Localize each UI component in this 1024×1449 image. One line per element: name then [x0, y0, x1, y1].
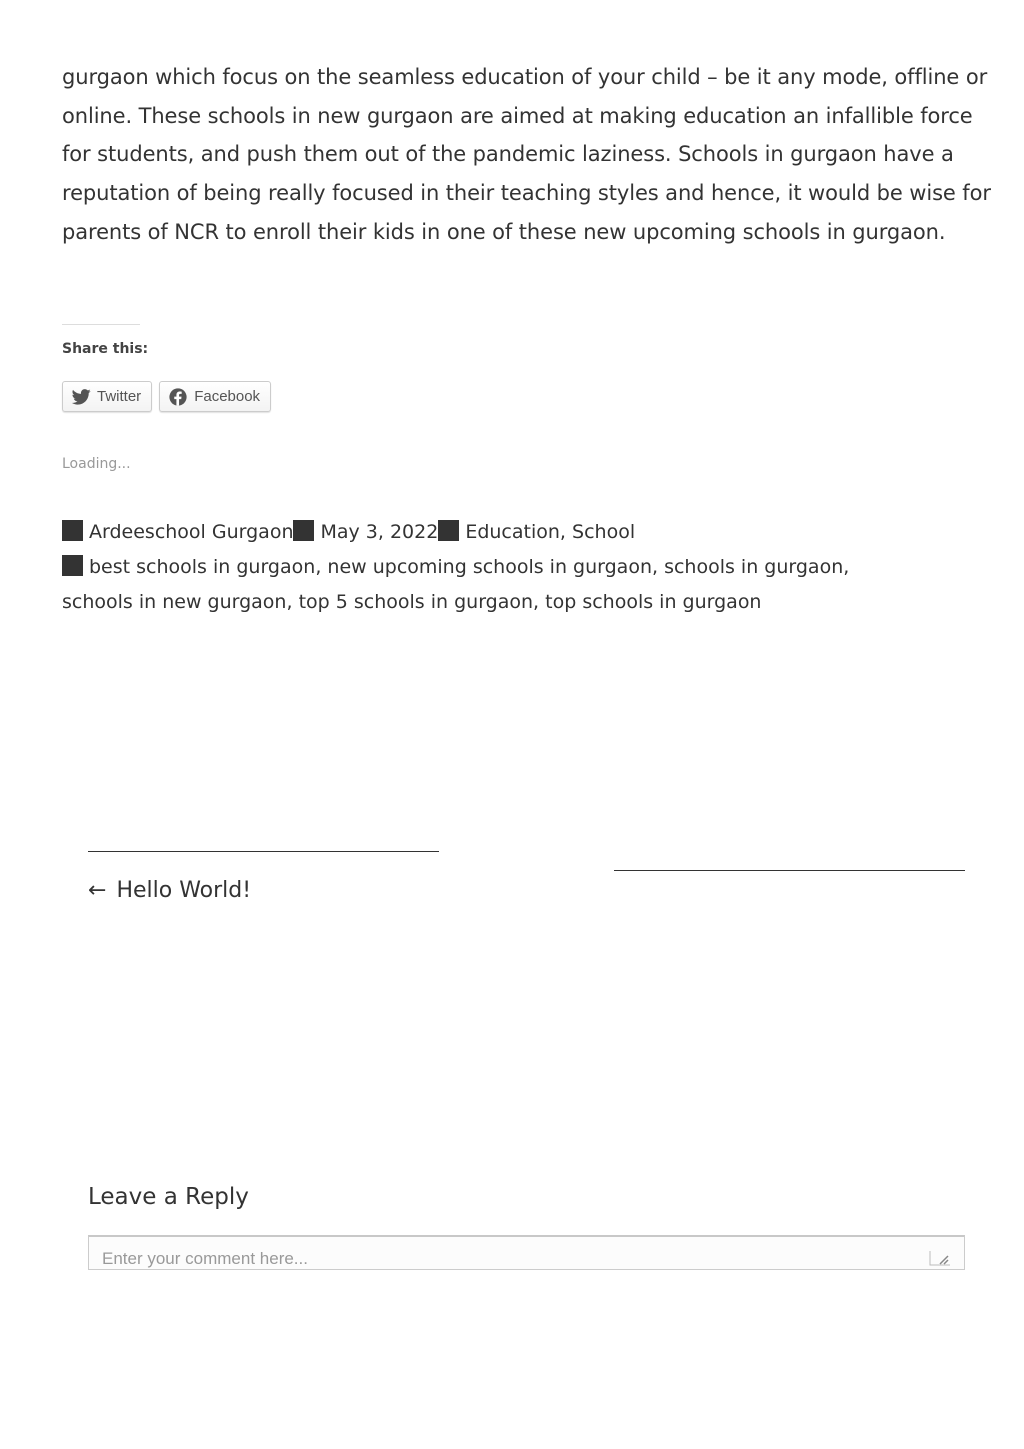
post-nav-divider-previous: [88, 851, 439, 852]
share-buttons: [62, 381, 271, 412]
share-twitter-label: Twitter: [97, 388, 142, 405]
loading-text: Loading...: [62, 456, 131, 472]
share-facebook-button[interactable]: [159, 381, 271, 412]
comment-placeholder: Enter your comment here...: [102, 1249, 308, 1268]
post-date-link[interactable]: May 3, 2022: [320, 521, 439, 543]
twitter-icon: [71, 387, 91, 407]
tag-separator: ,: [533, 591, 546, 613]
author-icon: [62, 520, 83, 541]
facebook-icon: [168, 387, 188, 407]
tag-link[interactable]: schools in new gurgaon: [62, 591, 287, 613]
post-nav-divider-next: [614, 870, 965, 871]
entry-meta: [62, 515, 862, 620]
share-divider: [62, 324, 140, 325]
tag-link[interactable]: top schools in gurgaon: [545, 591, 762, 613]
tag-link[interactable]: schools in gurgaon: [664, 556, 844, 578]
tag-separator: ,: [315, 556, 328, 578]
tag-link[interactable]: top 5 schools in gurgaon: [298, 591, 534, 613]
share-twitter-button[interactable]: [62, 381, 152, 412]
resize-handle-icon[interactable]: [929, 1250, 951, 1266]
tag-icon: [62, 555, 83, 576]
tag-separator: ,: [651, 556, 665, 578]
category-link[interactable]: School: [572, 521, 636, 543]
share-heading: Share this:: [62, 341, 149, 357]
tag-separator: ,: [286, 591, 299, 613]
previous-post-link[interactable]: [88, 878, 251, 903]
share-facebook-label: Facebook: [194, 388, 261, 405]
author-link[interactable]: Ardeeschool Gurgaon: [89, 521, 294, 543]
date-icon: [293, 520, 314, 541]
reply-title: Leave a Reply: [88, 1184, 249, 1210]
category-link[interactable]: Education: [465, 521, 560, 543]
arrow-left-icon: ←: [88, 878, 107, 903]
category-icon: [438, 520, 459, 541]
previous-post-title: Hello World!: [116, 878, 252, 903]
tag-link[interactable]: best schools in gurgaon: [89, 556, 316, 578]
article-paragraph: gurgaon which focus on the seamless education of your child – be it any mode, offline or online. These schools in new gurgaon are aimed at making education an infallible force for students, and push them out of the pandemic laziness. Schools in gurgaon have a reputation of being really focused in their teaching styles and hence, it would be wise for parents of NCR to enroll their kids in one of these new upcoming schools in gurgaon.: [62, 65, 991, 244]
tag-separator: ,: [843, 556, 850, 578]
tag-link[interactable]: new upcoming schools in gurgaon: [327, 556, 652, 578]
comment-textarea[interactable]: [88, 1235, 965, 1270]
category-separator: ,: [559, 521, 573, 543]
